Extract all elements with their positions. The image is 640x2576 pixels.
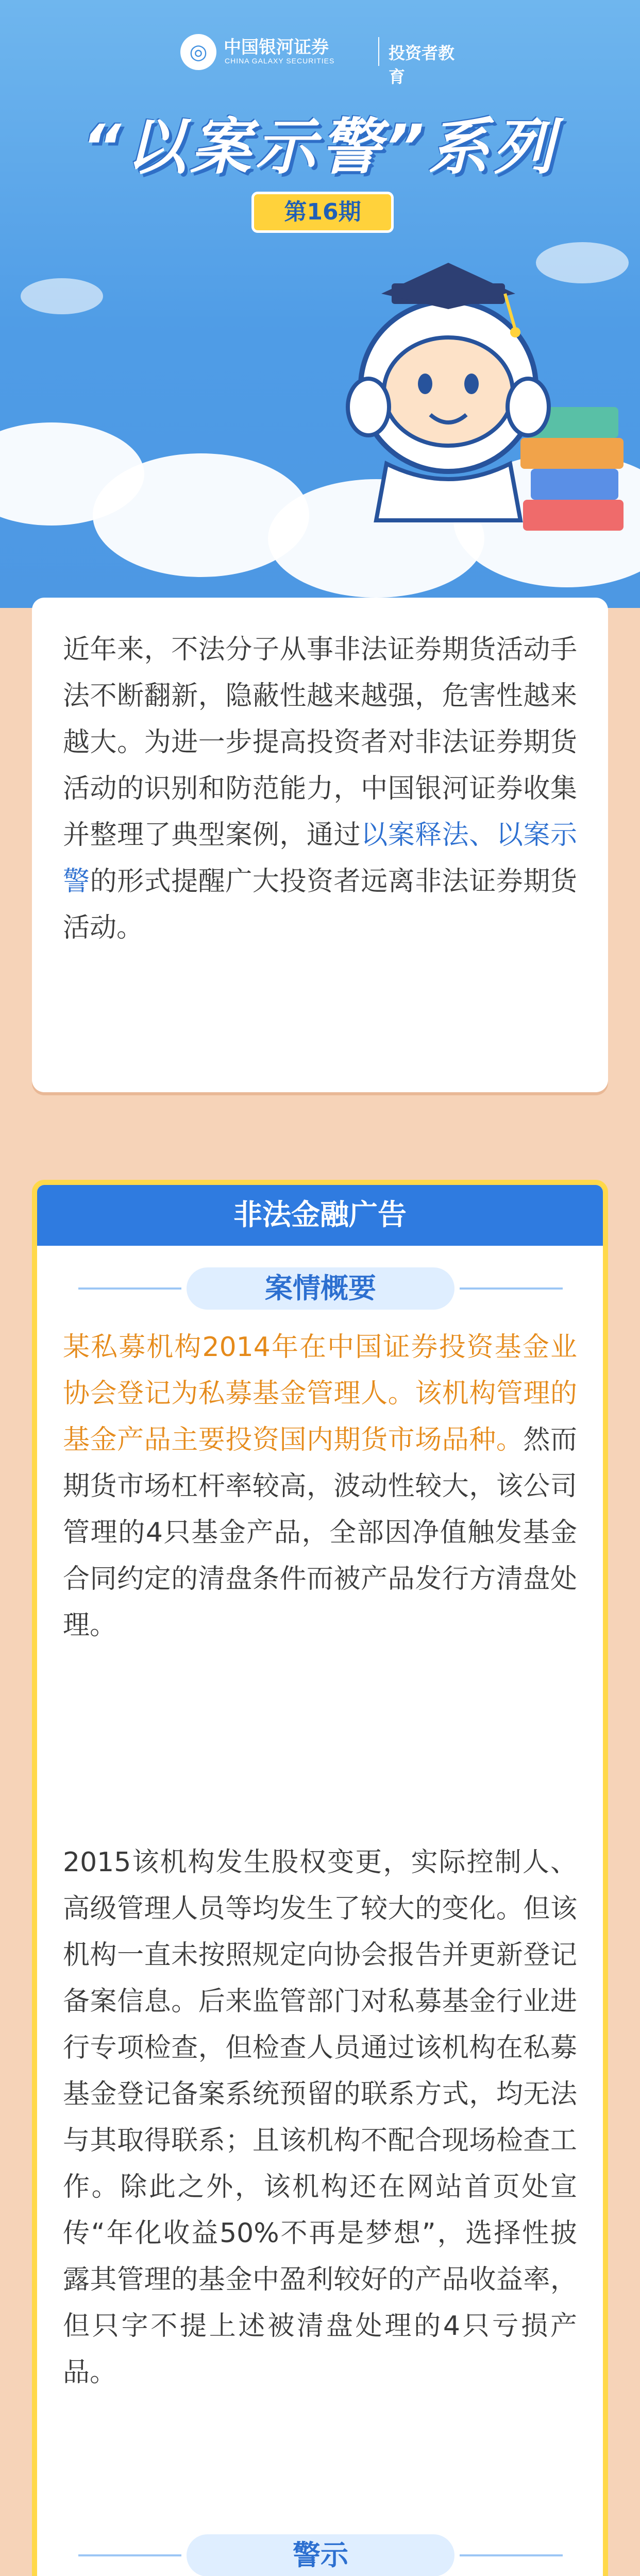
case-paragraph-1 bbox=[63, 1324, 577, 1649]
divider bbox=[78, 1287, 181, 1290]
overview-title: 案情概要 bbox=[187, 1267, 454, 1310]
divider bbox=[460, 1287, 563, 1290]
case-card bbox=[32, 1180, 608, 2576]
brand-divider bbox=[378, 37, 379, 66]
case-text: 然而期货市场杠杆率较高，波动性较大，该公司管理的4只基金产品，全部因净值触发基金合同约定的清盘条件而被产品发行方清盘处理。 bbox=[63, 1425, 577, 1641]
case-tag: 非法金融广告 bbox=[37, 1185, 603, 1246]
intro-text: 近年来，不法分子从事非法证券期货活动手法不断翻新，隐蔽性越来越强，危害性越来越大。为进一步提高投资者对非法证券期货活动的识别和防范能力，中国银河证券收集并整理了典型案例，通过 bbox=[63, 634, 577, 851]
brand-name: 中国银河证券 bbox=[224, 37, 329, 58]
intro-highlight: 以案释法、以案示警 bbox=[63, 820, 577, 897]
cloud-decoration bbox=[21, 278, 103, 314]
intro-paragraph bbox=[63, 626, 577, 951]
divider bbox=[78, 2554, 181, 2556]
case-highlight: 某私募机构2014年在中国证券投资基金业协会登记为私募基金管理人。该机构管理的基金产品主要投资国内期货市场品种。 bbox=[63, 1332, 577, 1455]
intro-text-end: 的形式提醒广大投资者远离非法证券期货活动。 bbox=[63, 866, 577, 943]
divider bbox=[460, 2554, 563, 2556]
brand-header bbox=[180, 31, 469, 87]
intro-card bbox=[32, 598, 608, 1092]
brand-logo-icon: ◎ bbox=[180, 34, 216, 70]
warning-title: 警示 bbox=[187, 2534, 454, 2576]
robot-mascot-icon bbox=[330, 252, 639, 562]
issue-badge: 第16期 bbox=[251, 192, 394, 233]
brand-name-en: CHINA GALAXY SECURITIES bbox=[225, 57, 335, 65]
hero-banner bbox=[0, 0, 640, 608]
case-paragraph-2: 2015该机构发生股权变更，实际控制人、高级管理人员等均发生了较大的变化。但该机构一直未按照规定向协会报告并更新登记备案信息。后来监管部门对私募基金行业进行专项检查，但检查人员通过该机构在私募基金登记备案系统预留的联系方式，均无法与其取得联系；且该机构不配合现场检查工作。除此之外，该机构还在网站首页处宣传“年化收益50%不再是梦想”，选择性披露其管理的基金中盈利较好的产品收益率，但只字不提上述被清盘处理的4只亏损产品。 bbox=[63, 1847, 577, 2388]
brand-subtitle: 投资者教育 bbox=[389, 43, 455, 87]
series-title: “以案示警”系列 bbox=[82, 111, 558, 182]
